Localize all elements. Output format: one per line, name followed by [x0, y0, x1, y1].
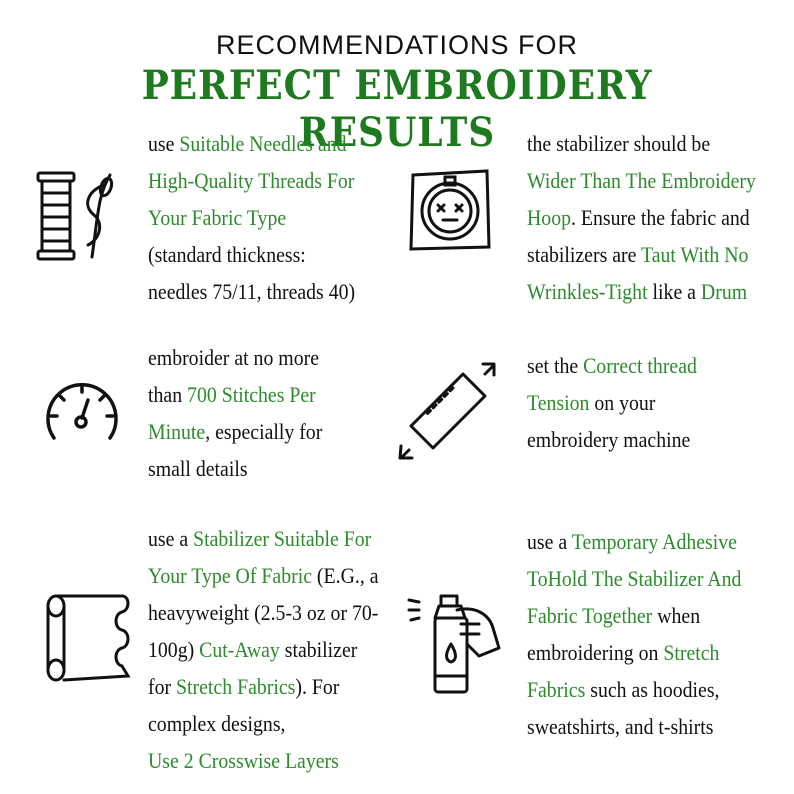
tension-arrow-icon: [393, 356, 503, 466]
tip-stabilizer-hoop: the stabilizer should be Wider Than The Embroidery Hoop. Ensure the fabric and stabilizers are Taut With No Wrinkles-Tight like a Drum: [527, 131, 756, 304]
spray-bottle-icon: [405, 588, 505, 698]
speedometer-icon: [40, 372, 124, 456]
header-subtitle: PERFECT EMBROIDERY RESULTS: [141, 62, 653, 156]
tip-speed: embroider at no more than 700 Stitches Per Minute, especially for small details: [148, 345, 323, 481]
tip-stabilizer-fabric: use a Stabilizer Suitable For Your Type Of Fabric (E.G., a heavyweight (2.5-3 oz or 70- 100g) Cut-Away stabilizer for Stretch Fabrics). For complex designs, Use 2 Crosswise Layers: [148, 526, 379, 773]
tip-tension: set the Correct thread Tension on your embroidery machine: [527, 353, 697, 452]
hoop-icon: [405, 165, 495, 255]
header-title: RECOMMENDATIONS FOR: [216, 30, 578, 60]
thread-needle-icon: [32, 165, 132, 265]
tip-adhesive: use a Temporary Adhesive ToHold The Stabilizer And Fabric Together when embroidering on Stretch Fabrics such as hoodies, sweatshirts, and t-shirts: [527, 529, 742, 739]
fabric-roll-icon: [40, 590, 135, 685]
tip-needles: use Suitable Needles and High-Quality Threads For Your Fabric Type (standard thickness: needles 75/11, threads 40): [148, 131, 356, 304]
